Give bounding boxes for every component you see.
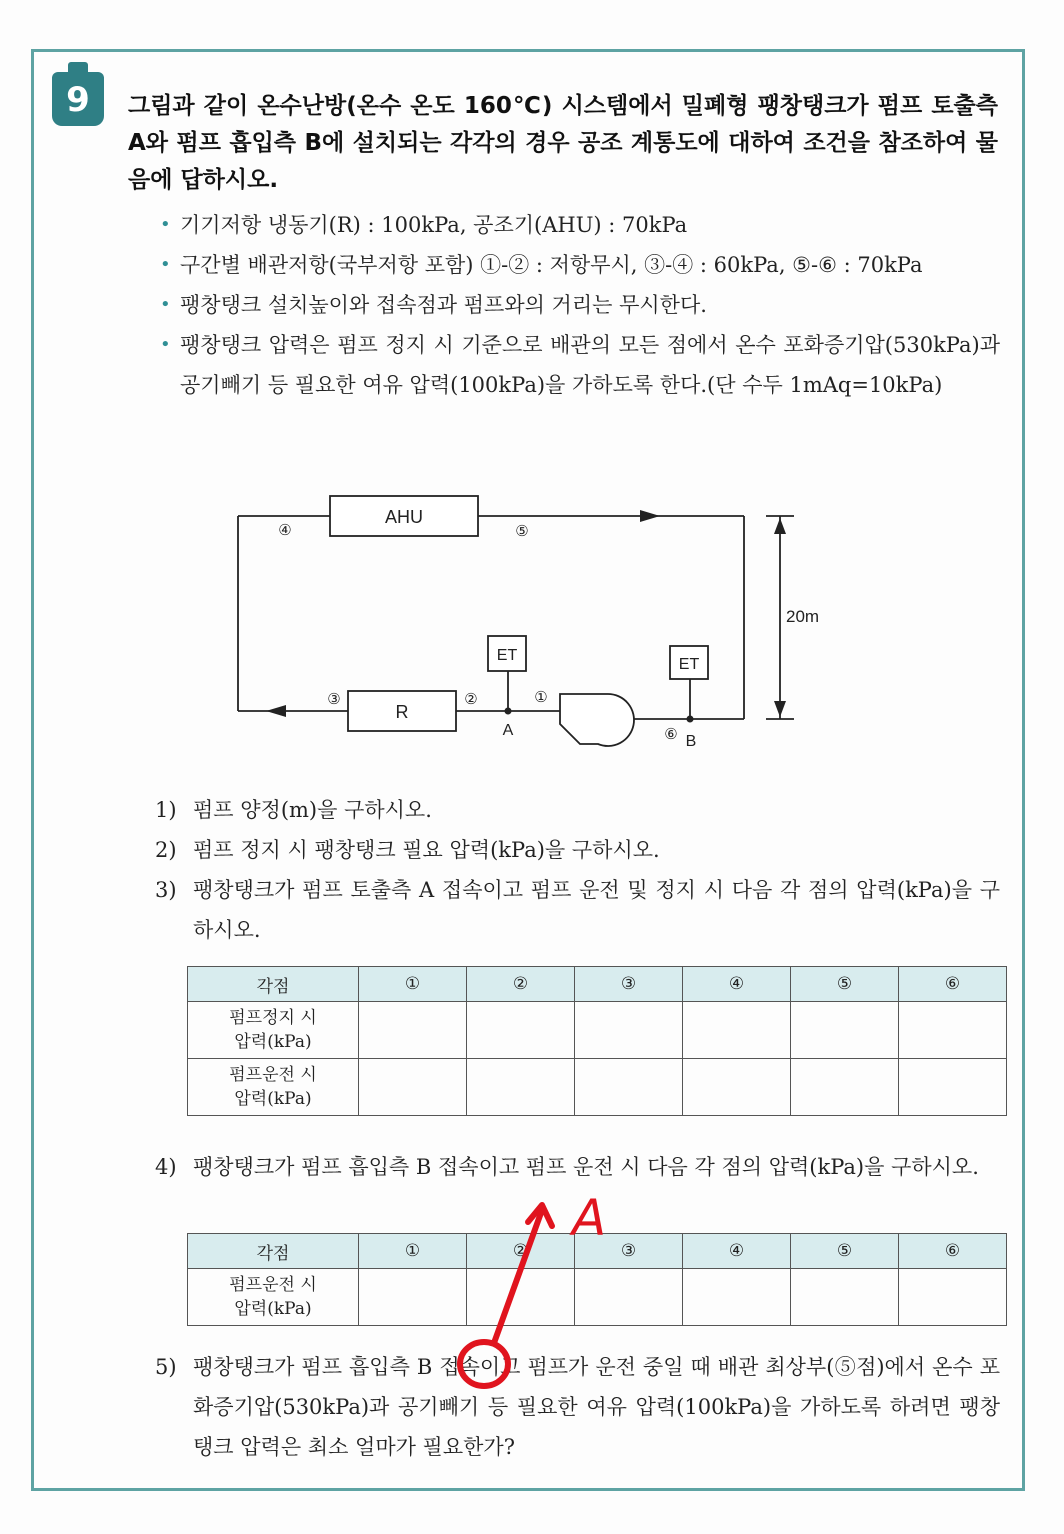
answer-cell[interactable] bbox=[899, 1269, 1007, 1326]
answer-cell[interactable] bbox=[359, 1059, 467, 1116]
answer-cell[interactable] bbox=[575, 1059, 683, 1116]
answer-cell[interactable] bbox=[467, 1002, 575, 1059]
table-header-cell: ① bbox=[359, 967, 467, 1002]
point-2-label: ② bbox=[464, 691, 478, 708]
condition-item bbox=[160, 245, 1000, 285]
answer-cell[interactable] bbox=[899, 1002, 1007, 1059]
condition-text: 구간별 배관저항(국부저항 포함) ①-② : 저항무시, ③-④ : 60kPa, ⑤-⑥ : 70kPa bbox=[180, 253, 923, 277]
piping-diagram bbox=[230, 488, 820, 778]
table-header-cell: ② bbox=[467, 967, 575, 1002]
answer-cell[interactable] bbox=[467, 1269, 575, 1326]
answer-table-4 bbox=[187, 1233, 1007, 1326]
table-header-cell: 각점 bbox=[188, 1234, 359, 1269]
row-label-line: 펌프정지 시 bbox=[229, 1008, 317, 1028]
question-5 bbox=[155, 1347, 1000, 1467]
r-label: R bbox=[395, 702, 409, 722]
row-label bbox=[188, 1059, 359, 1116]
answer-table-3 bbox=[187, 966, 1007, 1116]
question-text: 펌프 정지 시 팽창탱크 필요 압력(kPa)을 구하시오. bbox=[193, 838, 660, 862]
question-text: 펌프 양정(m)을 구하시오. bbox=[193, 798, 432, 822]
row-label bbox=[188, 1269, 359, 1326]
table-header-cell: ⑤ bbox=[791, 967, 899, 1002]
row-label-line: 펌프운전 시 bbox=[229, 1065, 317, 1085]
table-header-cell: ⑤ bbox=[791, 1234, 899, 1269]
answer-cell[interactable] bbox=[467, 1059, 575, 1116]
conditions-list bbox=[160, 205, 1000, 405]
table-header-row bbox=[188, 967, 1007, 1002]
questions-group-3 bbox=[155, 1347, 1000, 1467]
row-label-line: 압력(kPa) bbox=[234, 1089, 312, 1109]
answer-cell[interactable] bbox=[359, 1269, 467, 1326]
answer-cell[interactable] bbox=[575, 1269, 683, 1326]
row-label-line: 압력(kPa) bbox=[234, 1032, 312, 1052]
answer-cell[interactable] bbox=[683, 1002, 791, 1059]
answer-cell[interactable] bbox=[791, 1002, 899, 1059]
condition-text: 팽창탱크 설치높이와 접속점과 펌프와의 거리는 무시한다. bbox=[180, 293, 707, 317]
pump-symbol bbox=[560, 694, 634, 746]
point-3-label: ③ bbox=[327, 691, 341, 708]
table-header-cell: ③ bbox=[575, 967, 683, 1002]
question-2 bbox=[155, 830, 1000, 870]
height-label: 20m bbox=[786, 607, 820, 626]
point-5-label: ⑤ bbox=[515, 523, 529, 540]
point-6-label: ⑥ bbox=[664, 726, 678, 743]
row-label-line: 펌프운전 시 bbox=[229, 1275, 317, 1295]
answer-cell[interactable] bbox=[899, 1059, 1007, 1116]
bullet-icon: • bbox=[160, 254, 171, 275]
condition-text: 기기저항 냉동기(R) : 100kPa, 공조기(AHU) : 70kPa bbox=[180, 213, 688, 237]
answer-cell[interactable] bbox=[791, 1059, 899, 1116]
condition-item bbox=[160, 285, 1000, 325]
table-header-cell: ④ bbox=[683, 1234, 791, 1269]
table-header-row bbox=[188, 1234, 1007, 1269]
question-text: 팽창탱크가 펌프 흡입측 B 접속이고 펌프가 운전 중일 때 배관 최상부(⑤점)에서 온수 포화증기압(530kPa)과 공기빼기 등 필요한 여유 압력(100kPa)을 가하도록 하려면 팽창탱크 압력은 최소 얼마가 필요한가? bbox=[193, 1355, 1000, 1459]
et-b-label: ET bbox=[678, 656, 700, 673]
row-label-line: 압력(kPa) bbox=[234, 1299, 312, 1319]
table-header-cell: ③ bbox=[575, 1234, 683, 1269]
table-row bbox=[188, 1269, 1007, 1326]
row-label bbox=[188, 1002, 359, 1059]
point-b-label: B bbox=[685, 733, 697, 750]
table-header-cell: ⑥ bbox=[899, 1234, 1007, 1269]
question-number: 5) bbox=[155, 1355, 177, 1379]
condition-item bbox=[160, 325, 1000, 405]
handwritten-letter: A bbox=[572, 1189, 607, 1247]
table-header-cell: ④ bbox=[683, 967, 791, 1002]
questions-group-1 bbox=[155, 790, 1000, 950]
answer-cell[interactable] bbox=[683, 1269, 791, 1326]
answer-cell[interactable] bbox=[359, 1002, 467, 1059]
answer-cell[interactable] bbox=[683, 1059, 791, 1116]
point-4-label: ④ bbox=[278, 522, 292, 539]
problem-number: 9 bbox=[66, 80, 90, 120]
answer-cell[interactable] bbox=[575, 1002, 683, 1059]
bullet-icon: • bbox=[160, 334, 171, 355]
condition-text: 팽창탱크 압력은 펌프 정지 시 기준으로 배관의 모든 점에서 온수 포화증기압(530kPa)과 공기빼기 등 필요한 여유 압력(100kPa)을 가하도록 한다.(단 수두 1mAq=10kPa) bbox=[180, 333, 1000, 397]
question-number: 4) bbox=[155, 1155, 177, 1179]
point-a-label: A bbox=[502, 722, 514, 739]
question-4 bbox=[155, 1147, 1000, 1187]
bullet-icon: • bbox=[160, 294, 171, 315]
questions-group-2 bbox=[155, 1147, 1000, 1187]
question-number: 3) bbox=[155, 878, 177, 902]
question-text: 팽창탱크가 펌프 흡입측 B 접속이고 펌프 운전 시 다음 각 점의 압력(kPa)을 구하시오. bbox=[193, 1155, 979, 1179]
question-3 bbox=[155, 870, 1000, 950]
table-header-cell: ① bbox=[359, 1234, 467, 1269]
problem-number-badge bbox=[52, 72, 104, 126]
point-1-label: ① bbox=[534, 689, 548, 706]
condition-item bbox=[160, 205, 1000, 245]
table-header-cell: ⑥ bbox=[899, 967, 1007, 1002]
question-number: 1) bbox=[155, 798, 177, 822]
table-row bbox=[188, 1059, 1007, 1116]
et-a-label: ET bbox=[496, 647, 518, 664]
table-row bbox=[188, 1002, 1007, 1059]
problem-title: 그림과 같이 온수난방(온수 온도 160℃) 시스템에서 밀폐형 팽창탱크가 펌프 토출측 A와 펌프 흡입측 B에 설치되는 각각의 경우 공조 계통도에 대하여 조건을 참조하여 물음에 답하시오. bbox=[128, 93, 998, 193]
question-number: 2) bbox=[155, 838, 177, 862]
answer-cell[interactable] bbox=[791, 1269, 899, 1326]
table-header-cell: 각점 bbox=[188, 967, 359, 1002]
question-text: 팽창탱크가 펌프 토출측 A 접속이고 펌프 운전 및 정지 시 다음 각 점의 압력(kPa)을 구하시오. bbox=[193, 878, 1000, 942]
table-header-cell: ② bbox=[467, 1234, 575, 1269]
bullet-icon: • bbox=[160, 214, 171, 235]
ahu-label: AHU bbox=[384, 507, 424, 527]
question-1 bbox=[155, 790, 1000, 830]
